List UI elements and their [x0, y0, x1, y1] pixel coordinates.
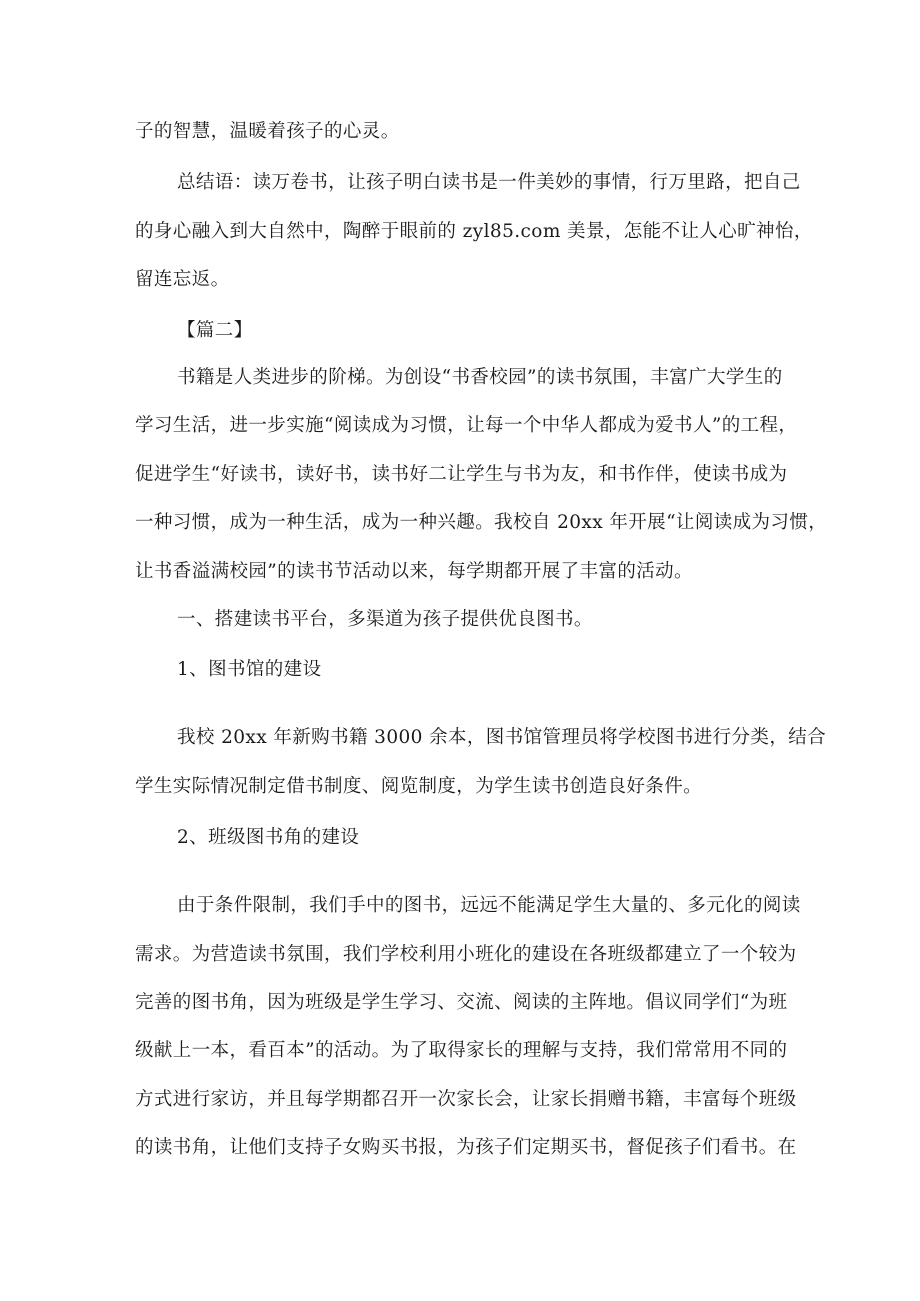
text-line: 级献上一本，看百本”的活动。为了取得家长的理解与支持，我们常常用不同的	[135, 1040, 788, 1061]
text-line: 书籍是人类进步的阶梯。为创设“书香校园”的读书氛围，丰富广大学生的	[177, 367, 783, 388]
text-line: 的身心融入到大自然中，陶醉于眼前的 zyl85.com 美景，怎能不让人心旷神怡，	[135, 221, 813, 242]
text-line: 子的智慧，温暖着孩子的心灵。	[135, 121, 400, 142]
text-line: 促进学生“好读书，读好书，读书好二让学生与书为友，和书作伴，使读书成为	[135, 464, 788, 485]
text-line: 一种习惯，成为一种生活，成为一种兴趣。我校自 20xx 年开展“让阅读成为习惯，	[135, 512, 828, 533]
subheading: 一、搭建读书平台，多渠道为孩子提供优良图书。	[177, 609, 593, 630]
section-heading: 【篇二】	[177, 320, 253, 341]
text-line: 总结语：读万卷书，让孩子明白读书是一件美妙的事情，行万里路，把自己	[177, 172, 801, 193]
text-line: 完善的图书角，因为班级是学生学习、交流、阅读的主阵地。倡议同学们“为班	[135, 992, 788, 1013]
text-line: 由于条件限制，我们手中的图书，远远不能满足学生大量的、多元化的阅读	[177, 895, 801, 916]
text-line: 学习生活，进一步实施“阅读成为习惯，让每一个中华人都成为爱书人”的工程，	[135, 415, 798, 436]
text-line: 我校 20xx 年新购书籍 3000 余本，图书馆管理员将学校图书进行分类，结合	[177, 727, 827, 748]
subheading: 2、班级图书角的建设	[177, 827, 360, 848]
text-line: 学生实际情况制定借书制度、阅览制度，为学生读书创造良好条件。	[135, 776, 703, 797]
subheading: 1、图书馆的建设	[177, 659, 322, 680]
text-line: 让书香溢满校园”的读书节活动以来，每学期都开展了丰富的活动。	[135, 561, 693, 582]
text-line: 需求。为营造读书氛围，我们学校利用小班化的建设在各班级都建立了一个较为	[135, 944, 797, 965]
text-line: 留连忘返。	[135, 269, 230, 290]
text-line: 方式进行家访，并且每学期都召开一次家长会，让家长捐赠书籍，丰富每个班级	[135, 1089, 797, 1110]
text-line: 的读书角，让他们支持子女购买书报，为孩子们定期买书，督促孩子们看书。在	[135, 1137, 797, 1158]
